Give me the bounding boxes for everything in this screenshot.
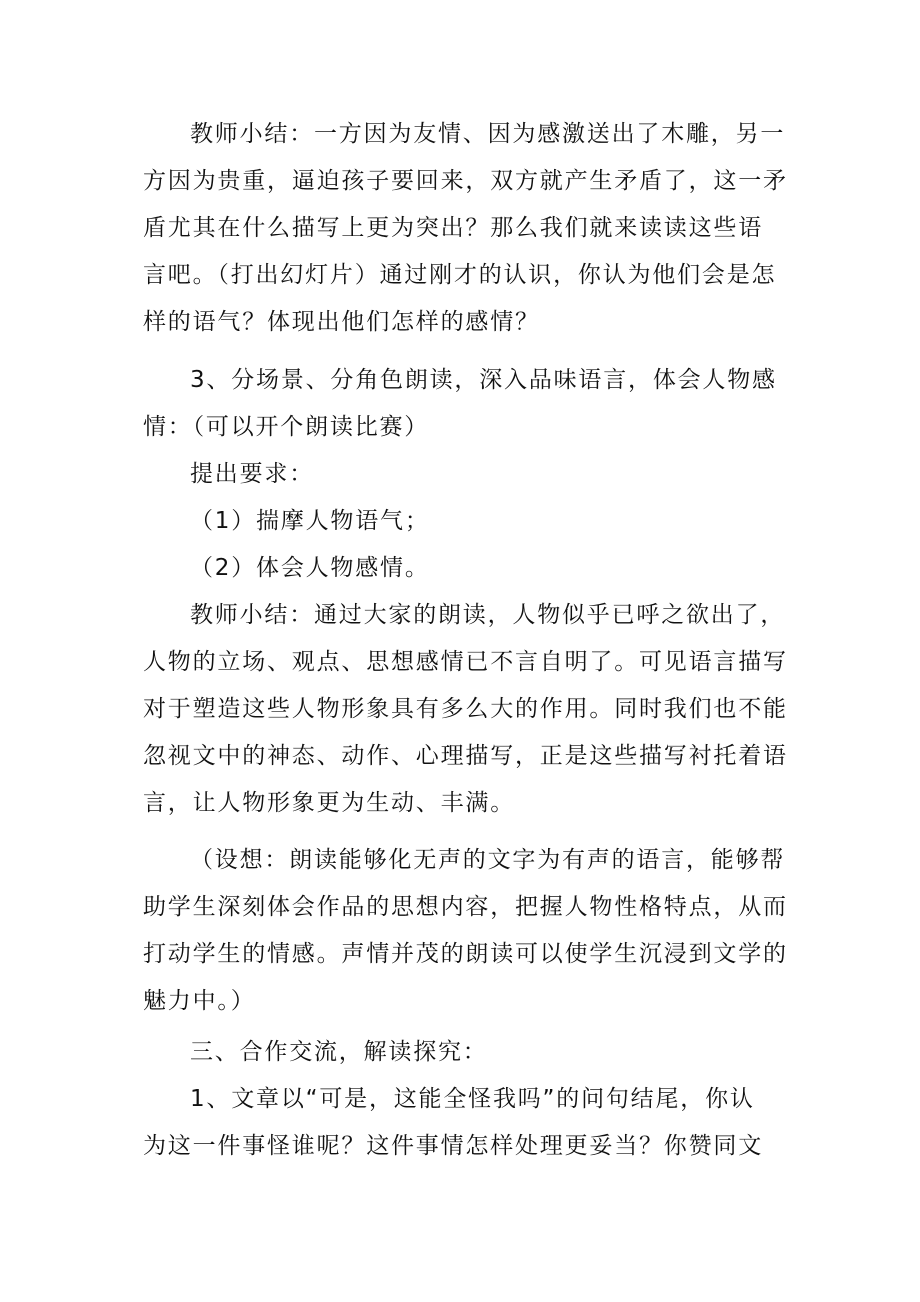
- text-line: 1、文章以“可是，这能全怪我吗”的问句结尾，你认: [190, 1086, 755, 1112]
- text-line: 情：（可以开个朗读比赛）: [143, 414, 430, 440]
- text-line: 人物的立场、观点、思想感情已不言自明了。可见语言描写: [143, 649, 788, 675]
- text-line: （2）体会人物感情。: [190, 555, 430, 581]
- text-line: 对于塑造这些人物形象具有多么大的作用。同时我们也不能: [143, 696, 788, 722]
- text-line: 为这一件事怪谁呢？这件事情怎样处理更妥当？你赞同文: [143, 1133, 763, 1159]
- text-line: 魅力中。）: [143, 988, 256, 1014]
- text-line: 教师小结：通过大家的朗读，人物似乎已呼之欲出了，: [190, 602, 786, 628]
- text-line: （1）揣摩人物语气；: [190, 508, 430, 534]
- text-line: 言吧。（打出幻灯片）通过刚才的认识，你认为他们会是怎: [143, 262, 777, 288]
- text-line: 教师小结：一方因为友情、因为感激送出了木雕，另一: [190, 121, 786, 147]
- text-line: 言，让人物形象更为生动、丰满。: [143, 790, 515, 816]
- text-line: 提出要求：: [190, 461, 314, 487]
- text-line: 忽视文中的神态、动作、心理描写，正是这些描写衬托着语: [143, 743, 788, 769]
- text-line: 盾尤其在什么描写上更为突出？那么我们就来读读这些语: [143, 215, 763, 241]
- text-line: 样的语气？体现出他们怎样的感情？: [143, 309, 540, 335]
- text-line: 方因为贵重，逼迫孩子要回来，双方就产生矛盾了，这一矛: [143, 168, 788, 194]
- section-heading: 三、合作交流，解读探究：: [190, 1039, 488, 1065]
- text-line: 打动学生的情感。声情并茂的朗读可以使学生沉浸到文学的: [143, 941, 788, 967]
- text-line: 3、分场景、分角色朗读，深入品味语言，体会人物感: [190, 367, 777, 393]
- text-line: 助学生深刻体会作品的思想内容，把握人物性格特点，从而: [143, 894, 788, 920]
- text-line: （设想：朗读能够化无声的文字为有声的语言，能够帮: [190, 847, 786, 873]
